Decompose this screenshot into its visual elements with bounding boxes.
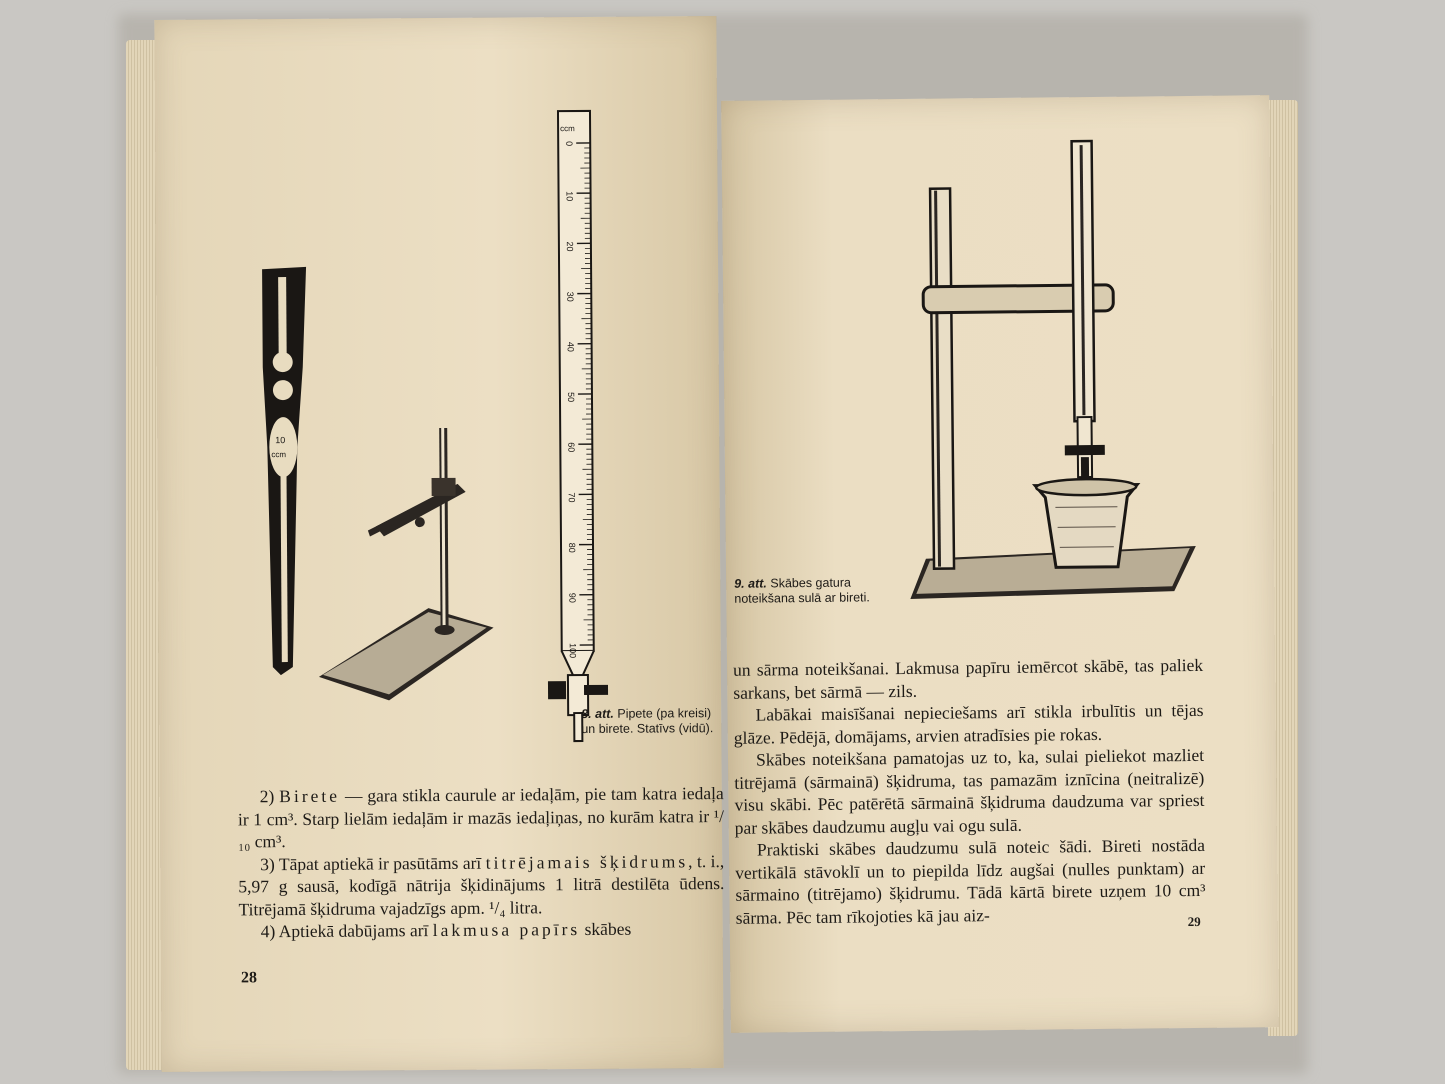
burette-scale-label: 40 (565, 341, 576, 352)
p3-text: skābes (580, 918, 632, 940)
figure-8-caption (581, 706, 723, 737)
pipette-volume-number: 10 (275, 435, 286, 446)
burette-scale-label: 50 (565, 392, 577, 403)
figure-8-text: Pipete (pa kreisi) un birete. Statīvs (vidū). (581, 706, 714, 737)
burette-scale-label: 10 (564, 191, 575, 202)
p1-term: Birete (279, 785, 341, 807)
p3-term: lakmusa papīrs (432, 919, 581, 941)
burette-scale-label: 80 (566, 542, 578, 553)
p1-prefix: 2) (259, 786, 280, 807)
p2-text: , t. i., 5,97 g sausā, kodīgā nātrija šķidinājums 1 litrā destilēta ūdens. Titrējamā šķidruma vajadzīgs apm. ¹/₄ litra. (238, 850, 725, 919)
figure-8-number: 8. att. (581, 706, 614, 722)
left-page (154, 16, 723, 1072)
stand-illustration (307, 418, 499, 709)
paragraph-titrejamais (238, 850, 724, 921)
burette-scale-label: 90 (567, 592, 578, 603)
p1-text: — gara stikla caurule ar iedaļām, pie tam katra iedaļa ir 1 cm³. Starp lielām iedaļām ir mazās iedaļiņas, no kurām katra ir ¹/₁₀ cm³. (237, 783, 724, 852)
paragraph-skabes-noteiksana: Skābes noteikšana pamatojas uz to, ka, sulai pieliekot mazliet titrējamā (sārmainā) šķidruma, tas pamazām iznīcina (neitralizē) visu skābi. Pēc patērētā sārmainā šķidruma daudzuma var spriest par skābes daudzumu augļu vai ogu sulā. (734, 744, 1205, 838)
left-page-text (238, 782, 725, 943)
burette-unit: ccm (560, 124, 575, 134)
right-page (721, 95, 1279, 1033)
burette-scale-label: 0 (564, 141, 575, 147)
burette-scale-label: 30 (565, 291, 576, 302)
figure-9-text: Skābes gatura noteikšana sulā ar bireti. (734, 575, 870, 606)
figure-9-number: 9. att. (734, 576, 767, 591)
burette-scale-label: 100 (567, 643, 578, 659)
paragraph-birete (238, 782, 724, 853)
paragraph-maisisana: Labākai maisīšanai nepieciešams arī stikla irbulītis un tējas glāze. Pēdējā, domājams, arvien atradīsies pie rokas. (733, 699, 1204, 748)
paragraph-lakmuss (239, 917, 725, 943)
figure-9-caption (734, 575, 904, 607)
burette-scale-label: 60 (566, 442, 577, 453)
pipette-volume-unit: ccm (271, 450, 287, 460)
right-page-text (733, 654, 1206, 929)
paragraph-prakse: Praktiski skābes daudzumu sulā noteic šādi. Bireti nostāda vertikālā stāvoklī un to piepilda līdz augšai (nulles punktam) ar sārmaino (titrējamo) šķidrumu. Tādā kārtā birete uzņem 10 cm³ sārma. Pēc tam rīkojoties kā jau aiz- (735, 834, 1206, 928)
burette-scale-label: 70 (566, 492, 577, 503)
titration-setup-illustration (902, 136, 1207, 609)
paragraph-lakmuss-cont: un sārma noteikšanai. Lakmusa papīru iemērcot skābē, tas paliek sarkans, bet sārmā — zils. (732, 654, 1204, 703)
burette-illustration (540, 107, 614, 747)
page-number-right: 29 (1187, 913, 1201, 930)
p3-prefix: 4) Aptiekā dabūjams arī (260, 920, 433, 942)
p2-term: titrējamais šķidrums (485, 850, 689, 873)
page-number-left: 28 (240, 969, 258, 987)
burette-scale-label: 20 (564, 241, 575, 252)
p2-prefix: 3) Tāpat aptiekā ir pasūtāms arī (260, 852, 486, 874)
